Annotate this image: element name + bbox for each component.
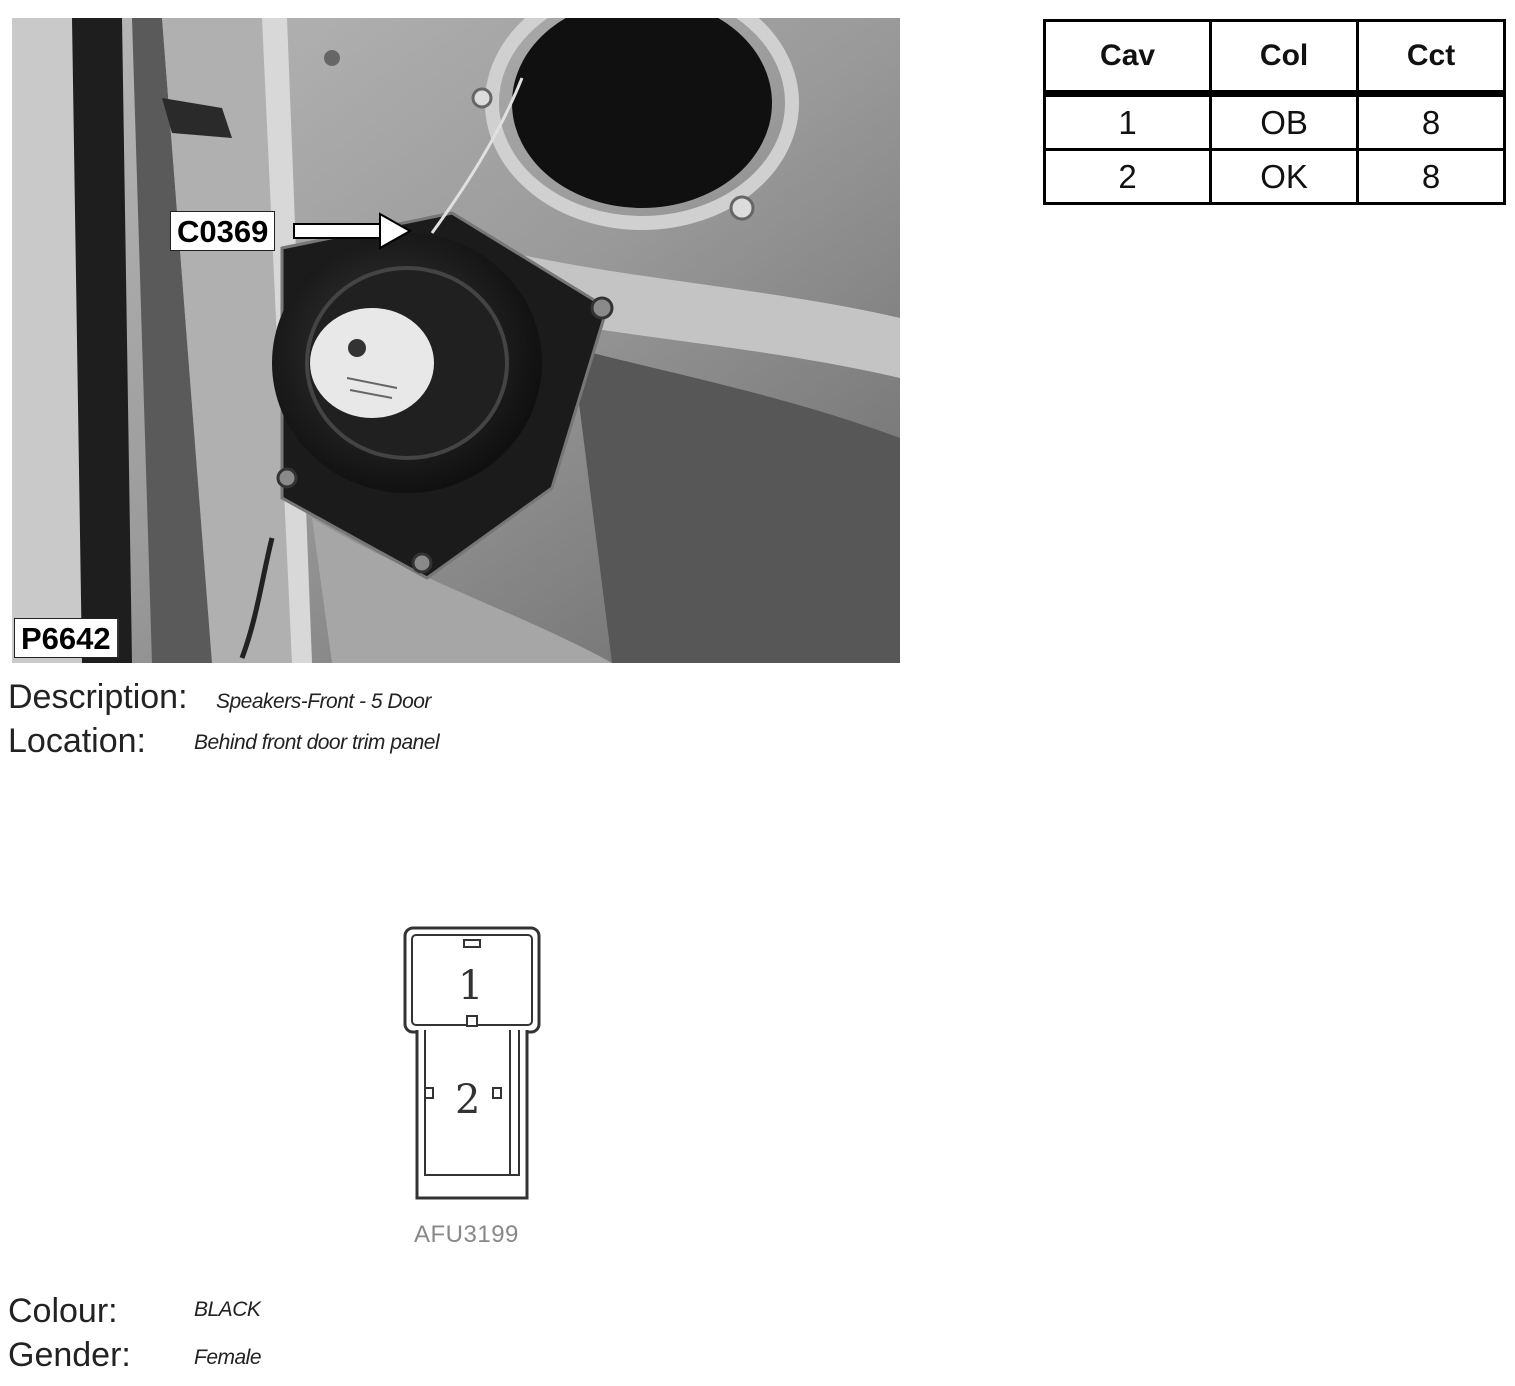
description-value: Speakers-Front - 5 Door (216, 690, 431, 713)
door-panel-image (12, 18, 900, 663)
cavity-2-label: 2 (455, 1077, 481, 1123)
header-colour: Col (1211, 21, 1358, 94)
connector-callout-label: C0369 (170, 211, 275, 251)
cell-cavity: 1 (1045, 94, 1211, 150)
cavity-1-label: 1 (458, 963, 484, 1009)
header-cavity: Cav (1045, 21, 1211, 94)
cell-colour: OB (1211, 94, 1358, 150)
header-circuit: Cct (1358, 21, 1505, 94)
cell-cavity: 2 (1045, 150, 1211, 204)
gender-value: Female (194, 1346, 262, 1369)
table-row (1045, 150, 1505, 204)
colour-key: Colour: (8, 1292, 118, 1330)
gender-key: Gender: (8, 1336, 131, 1374)
location-value: Behind front door trim panel (194, 731, 440, 754)
connector-face-diagram (395, 920, 555, 1210)
connector-location-photo (12, 18, 900, 663)
colour-value: BLACK (194, 1298, 261, 1321)
cell-circuit: 8 (1358, 94, 1505, 150)
photo-reference-label: P6642 (14, 618, 119, 658)
pin-table (1043, 19, 1506, 205)
table-row (1045, 94, 1505, 150)
cell-circuit: 8 (1358, 150, 1505, 204)
table-header-row (1045, 21, 1505, 94)
cell-colour: OK (1211, 150, 1358, 204)
location-key: Location: (8, 722, 146, 760)
connector-part-code: AFU3199 (414, 1221, 519, 1248)
description-key: Description: (8, 678, 188, 716)
